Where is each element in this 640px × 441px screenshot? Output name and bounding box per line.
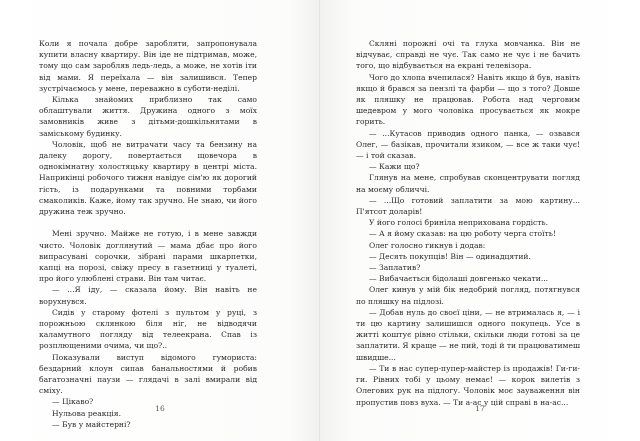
right-page — [320, 0, 640, 441]
page-number: 17 — [475, 404, 485, 413]
paragraph: Мені зручно. Майже не готую, і в мене завжди чисто. Чоловік доглянутий — мама дбає про його випрасувані сорочки, зібрані парами шкарпетки, капці на порозі, свіжу пресу в газетниці у туалеті, про його улюблені страви. Він там читає. — [39, 229, 257, 284]
paragraph: Скляні порожні очі та глуха мовчанка. Він не відчуває, справді не чує. Так само не чує і не бачить того, що відбувається на екрані телевізора. — [356, 39, 580, 71]
paragraph: У його голосі бриніла неприхована гордість. — [369, 218, 549, 228]
paragraph: — Десять покупців! Він — одинадцятий. — [369, 251, 531, 261]
paragraph: Глянув на мене, спробував сконцентрувати погляд на моєму обличчі. — [356, 173, 580, 194]
paragraph: — ...Кутасов приводив одного панка, — озвався Олег, — базікав, прочитали язиком, — все ж таки чує! — і той сказав. — [356, 128, 580, 161]
paragraph: — Цікаво? — [52, 397, 94, 407]
paragraph: Олег голосно гикнув і додав: — [369, 240, 486, 250]
paragraph: Чого до хлопа вчепилася? Навіть якщо й був, навіть якщо й брався за пензлі та фарби — що з того? Довше як пляшку не працював. Робота над черговим шедевром у мого чоловіка просувається як мокре горить. — [356, 72, 580, 127]
paragraph: Коли я почала добре заробляти, запропонувала купити власну квартиру. Він іде не підтримав, може, тому що сам заробляв ледь-ледь, а може, не хотів іти від мами. Я переїхала — він залишився. Тепер зустрічаємось у мене, переважно в суботи-неділі. — [39, 39, 257, 93]
paragraph: — ...Що готовий заплатити за мою картину... П'ятсот доларів! — [356, 195, 580, 217]
paragraph: — Заплатив? — [369, 263, 421, 273]
paragraph: — Добав нуль до своєї ціни, — не втрималась я, — і ти цю картину залишишся одного покупець. Усе в житті коштує рівно стільки, скільки люди готові за це заплатити. Я краще — не пий, тоді й ти працюватимеш швидше... — [356, 307, 580, 362]
paragraph: Кілька знайомих приблизно так само облаштували життя. Дружина одного з моїх замовників живе з дітьми-дошкільнятами в заміському будинку. — [39, 95, 257, 138]
paragraph: Нульова реакція. — [52, 408, 121, 418]
paragraph: — Кажи що? — [369, 162, 420, 172]
paragraph: Чоловік, щоб не витрачати часу та бензину на далеку дорогу, повертається щовечора в однокімнатну холостяцьку квартиру в центрі міста. Наприкінці робочого тижня навідує сім'ю як дорогий гість, із подарунками та повними торбами смаколиків. Каже, йому так зручно. Не знаю, чи його дружина теж зручно. — [39, 139, 257, 217]
left-page-text — [39, 38, 257, 430]
paragraph: — Був у майстерні? — [52, 419, 131, 429]
paragraph: Сидів у старому фотелі з пультом у руці, з порожньою склянкою біля ніг, не відводячи каламутного погляду від телеекрана. Спав із розплющеними очима, чи що?.. — [39, 307, 257, 351]
paragraph: — А я йому сказав: на цю роботу черга стоїть! — [369, 229, 556, 239]
paragraph: Олег кинув у мій бік недобрий погляд, потягнувся по пляшку на підлозі. — [356, 285, 580, 306]
paragraph: — Ти в нас супер-пупер-майстер із продажів! Ги-ги-ги. Рівних тобі у цьому немає! — корок вилетів з Олегових рук на підлогу. Чоловік моє зауваження він пропустив повз вуха. — Ти а-ас у цій справі в на-ас... — [356, 363, 580, 407]
paragraph: — ...Я іду, — сказала йому. Він навіть не ворухнувся. — [39, 285, 257, 306]
paragraph: Показували виступ відомого гумориста: бездарний клоун сипав банальностями й робив багатозначні паузи — глядачі в залі вмирали від сміху. — [39, 352, 257, 396]
paragraph: — Вибачається бідолаші довгенько чекати... — [369, 274, 549, 284]
page-number: 16 — [155, 404, 165, 413]
right-page-text — [356, 38, 580, 408]
